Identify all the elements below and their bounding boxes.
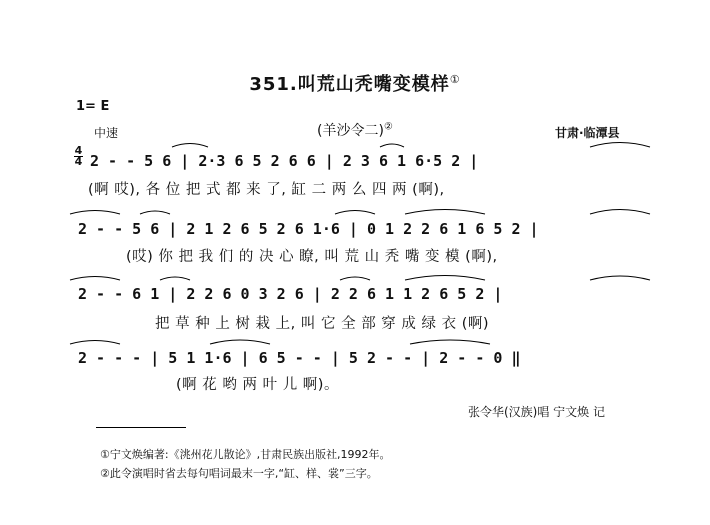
slur-8 [590,210,650,215]
slur-13 [590,276,650,280]
song-region: 甘肃·临潭县 [555,126,620,140]
slur-6 [335,211,375,215]
slur-16 [410,340,490,344]
time-signature-bottom: 4 [74,155,83,168]
notation-line-3: 2 - - 6 1 | 2 2 6 0 3 2 6 | 2 2 6 1 1 2 6 5 2 | [78,285,503,303]
slur-9 [70,277,120,281]
slur-2 [380,144,404,147]
slur-5 [140,211,170,214]
lyrics-line-4: (啊 花 哟 两 叶 儿 啊)。 [176,377,339,393]
slur-10 [160,277,190,280]
slur-12 [405,276,485,281]
title-footnote-mark: ① [449,73,461,86]
slur-7 [405,210,485,215]
subtitle-text: (羊沙令二) [317,123,384,139]
key-signature: 1= E [76,99,110,114]
song-title-text: 351.叫荒山秃嘴变模样 [249,74,450,95]
lyrics-line-2: (哎) 你 把 我 们 的 决 心 瞭, 叫 荒 山 秃 嘴 变 模 (啊), [126,249,498,265]
notation-line-1: 2 - - 5 6 | 2·3 6 5 2 6 6 | 2 3 6 1 6·5 2 | [90,152,479,170]
time-signature-top: 4 [74,144,83,157]
notation-line-2: 2 - - 5 6 | 2 1 2 6 5 2 6 1·6 | 0 1 2 2 6 1 6 5 2 | [78,220,539,238]
slur-15 [210,340,270,344]
notation-line-4: 2 - - - | 5 1 1·6 | 6 5 - - | 5 2 - - | 2 - - 0 ‖ [78,349,521,367]
lyrics-line-1: (啊 哎), 各 位 把 式 都 来 了, 缸 二 两 么 四 两 (啊), [88,182,445,198]
slur-11 [340,277,370,280]
slur-3 [590,143,650,148]
slur-1 [172,144,208,148]
slur-14 [70,341,120,345]
subtitle-footnote-mark: ② [383,121,393,133]
slur-4 [70,211,120,215]
footnote-2: ②此令演唱时省去每句唱词最末一字,“缸、样、裳”三字。 [100,467,378,480]
performer-credit: 张令华(汉族)唱 宁文焕 记 [468,405,605,419]
footnote-1: ①宁文焕编著:《洮州花儿散论》,甘肃民族出版社,1992年。 [100,448,391,461]
tempo-marking: 中速 [94,126,119,140]
lyrics-line-3: 把 草 种 上 树 栽 上, 叫 它 全 部 穿 成 绿 衣 (啊) [155,316,490,332]
